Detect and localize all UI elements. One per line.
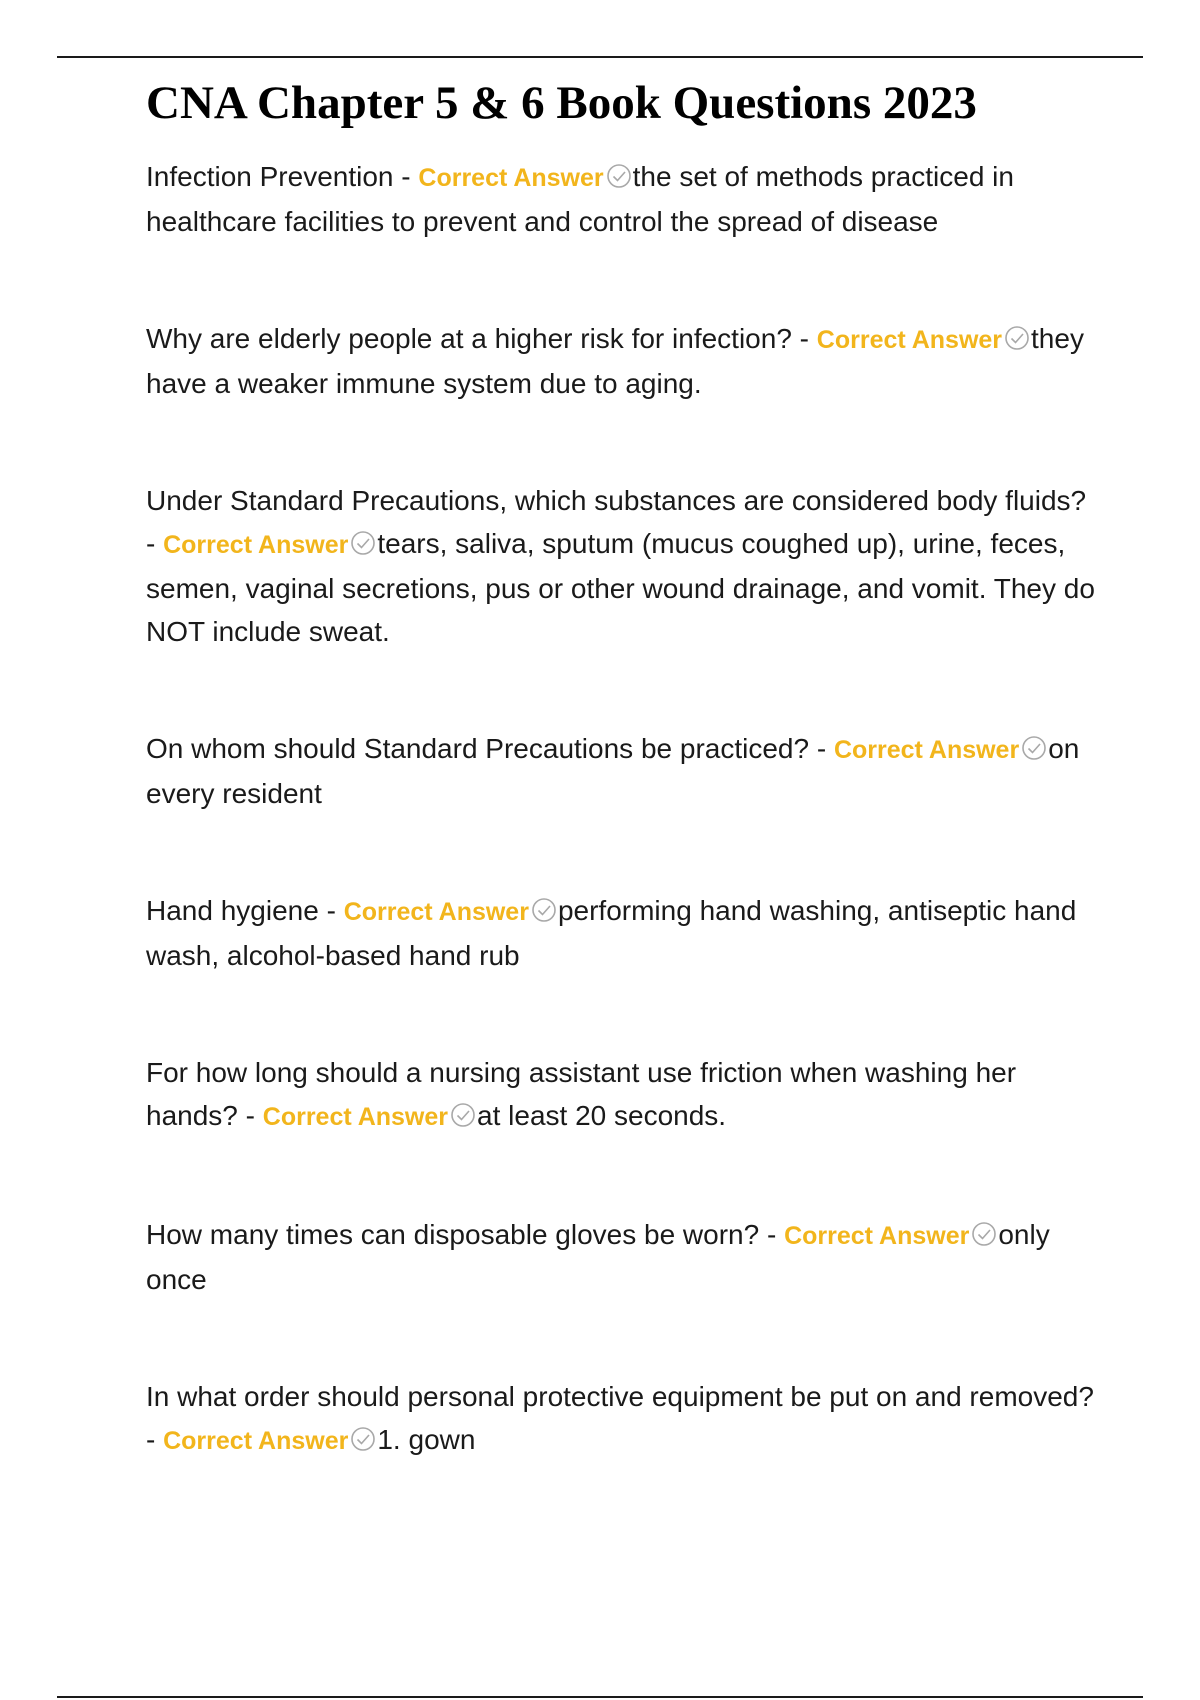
check-circle-icon: [971, 1221, 997, 1247]
separator: -: [809, 733, 834, 764]
qa-item: [146, 317, 1096, 405]
question-text: Why are elderly people at a higher risk for infection?: [146, 323, 792, 354]
check-circle-icon: [606, 163, 632, 189]
question-text: For how long should a nursing assistant use friction when washing her hands?: [146, 1057, 1017, 1131]
answer-text: 1. gown: [377, 1424, 476, 1455]
answer-text: they have a weaker immune system due to aging.: [146, 323, 1084, 399]
check-circle-icon: [450, 1102, 476, 1128]
separator: -: [759, 1219, 785, 1250]
check-circle-icon: [350, 1426, 376, 1452]
qa-item: [146, 155, 1096, 243]
check-circle-icon: [1004, 325, 1030, 351]
question-text: On whom should Standard Precautions be practiced?: [146, 733, 810, 764]
correct-answer-label: Correct Answer: [418, 164, 604, 192]
correct-answer-label: Correct Answer: [163, 1427, 349, 1455]
correct-answer-label: Correct Answer: [784, 1222, 970, 1250]
qa-item: [146, 889, 1096, 977]
answer-text: at least 20 seconds.: [477, 1100, 727, 1131]
qa-item: [146, 479, 1096, 653]
separator: -: [791, 323, 817, 354]
question-text: Under Standard Precautions, which substances are considered body fluids?: [146, 485, 1087, 516]
question-text: In what order should personal protective equipment be put on and removed?: [146, 1381, 1094, 1412]
answer-text: on every resident: [146, 733, 1080, 809]
top-divider: [57, 56, 1143, 58]
question-text: Hand hygiene: [146, 895, 319, 926]
qa-item: [146, 1213, 1096, 1301]
answer-text: tears, saliva, sputum (mucus coughed up), urine, feces, semen, vaginal secretions, pus or other wound drainage, and vomit. They do NOT include sweat.: [146, 528, 1095, 647]
qa-item: [146, 1051, 1096, 1139]
answer-text: performing hand washing, antiseptic hand wash, alcohol-based hand rub: [146, 895, 1077, 971]
separator: -: [393, 161, 419, 192]
answer-text: the set of methods practiced in healthcare facilities to prevent and control the spread of disease: [146, 161, 1014, 237]
separator: -: [237, 1100, 263, 1131]
correct-answer-label: Correct Answer: [833, 736, 1020, 764]
check-circle-icon: [531, 897, 557, 923]
separator: -: [146, 1424, 164, 1455]
separator: -: [146, 528, 164, 559]
correct-answer-label: Correct Answer: [343, 898, 529, 926]
answer-text: only once: [146, 1219, 1050, 1295]
question-text: How many times can disposable gloves be worn?: [146, 1219, 760, 1250]
correct-answer-label: Correct Answer: [163, 531, 349, 559]
check-circle-icon: [1021, 735, 1047, 761]
bottom-divider: [57, 1696, 1143, 1698]
qa-list: [146, 155, 1096, 1463]
correct-answer-label: Correct Answer: [816, 326, 1003, 354]
qa-item: [146, 1375, 1096, 1463]
correct-answer-label: Correct Answer: [262, 1103, 449, 1131]
qa-item: [146, 727, 1096, 815]
document-title: CNA Chapter 5 & 6 Book Questions 2023: [146, 77, 977, 129]
question-text: Infection Prevention: [146, 161, 394, 192]
separator: -: [318, 895, 344, 926]
check-circle-icon: [350, 530, 376, 556]
